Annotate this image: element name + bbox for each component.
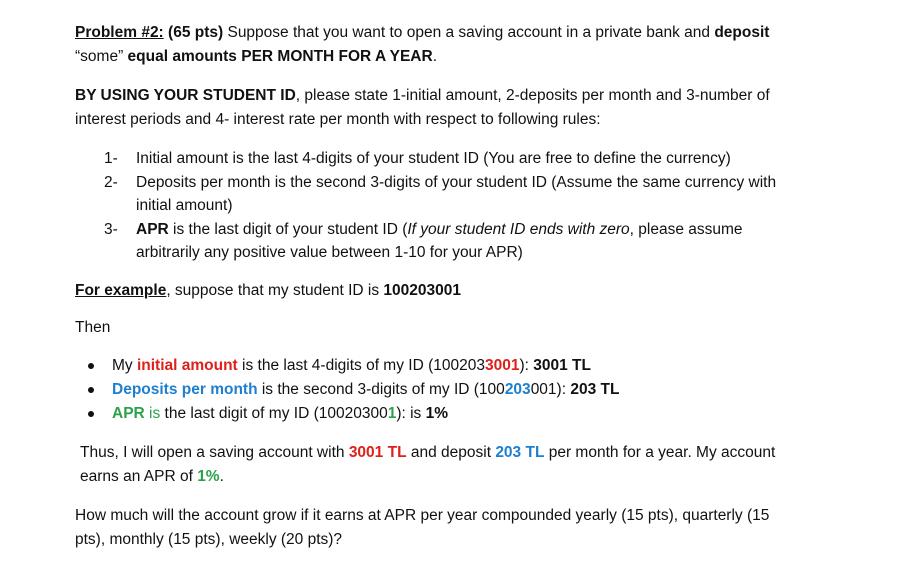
bullet-2 bbox=[112, 379, 619, 401]
question-line1: How much will the account grow if it earns at APR per year compounded yearly (15 pts), quarterly (15 bbox=[75, 507, 770, 524]
bullet-3-b: the last digit of my ID (10020300 bbox=[160, 405, 388, 422]
bullet-1-c: ): bbox=[519, 357, 534, 374]
question-line2: pts), monthly (15 pts), weekly (20 pts)? bbox=[75, 531, 343, 548]
rule-2-text: Deposits per month is the second 3-digits of your student ID (Assume the same currency with bbox=[136, 174, 777, 191]
instructions-bold: BY USING YOUR STUDENT ID bbox=[75, 87, 296, 104]
bullet-1-value: 3001 TL bbox=[533, 357, 591, 374]
bullet-3-is: is bbox=[144, 405, 161, 422]
bullet-1-dot bbox=[88, 363, 94, 369]
rule-1-number: 1- bbox=[104, 150, 118, 167]
example-line bbox=[75, 280, 461, 302]
rule-3-italic: If your student ID ends with zero bbox=[407, 221, 630, 238]
bullet-3-highlight: APR bbox=[112, 405, 145, 422]
bullet-2-digits: 203 bbox=[504, 381, 531, 398]
rule-3-text bbox=[136, 219, 743, 241]
bullet-2-dot bbox=[88, 387, 94, 393]
conclusion-line2 bbox=[80, 466, 224, 488]
bullet-1-digits: 3001 bbox=[484, 357, 520, 374]
problem-intro: Suppose that you want to open a saving account in a private bank and bbox=[223, 24, 715, 41]
bullet-3-value: 1% bbox=[425, 405, 449, 422]
rule-3-number: 3- bbox=[104, 221, 118, 238]
problem-equal-amounts: equal amounts PER MONTH FOR A YEAR bbox=[127, 48, 433, 65]
problem-deposit: deposit bbox=[714, 24, 770, 41]
bullet-2-highlight: Deposits per month bbox=[112, 381, 258, 398]
rule-3-text-cont: arbitrarily any positive value between 1-10 for your APR) bbox=[136, 244, 523, 261]
instructions-rest: , please state 1-initial amount, 2-deposits per month and 3-number of bbox=[295, 87, 770, 104]
problem-some: “some” bbox=[75, 48, 128, 65]
example-id: 100203001 bbox=[383, 282, 462, 299]
problem-label: Problem #2: bbox=[75, 24, 164, 41]
then-label: Then bbox=[75, 319, 111, 336]
bullet-3 bbox=[112, 403, 448, 425]
problem-period: . bbox=[432, 48, 438, 65]
conclusion-deposit: 203 TL bbox=[495, 444, 545, 461]
conclusion-amount: 3001 TL bbox=[348, 444, 407, 461]
conclusion-line1 bbox=[80, 442, 775, 464]
bullet-3-dot bbox=[88, 411, 94, 417]
bullet-1-a: My bbox=[112, 357, 137, 374]
problem-points: (65 pts) bbox=[168, 24, 224, 41]
bullet-1 bbox=[112, 355, 591, 377]
example-text: , suppose that my student ID is bbox=[166, 282, 384, 299]
conclusion-d: earns an APR of bbox=[80, 468, 198, 485]
rule-2-number: 2- bbox=[104, 174, 118, 191]
bullet-2-c: 001): bbox=[530, 381, 571, 398]
problem-heading-line2 bbox=[75, 46, 437, 68]
problem-heading bbox=[75, 22, 769, 44]
instructions-line2: interest periods and 4- interest rate per month with respect to following rules: bbox=[75, 111, 601, 128]
conclusion-apr: 1% bbox=[197, 468, 220, 485]
rule-3-apr: APR bbox=[136, 221, 169, 238]
rule-3-text-a: is the last digit of your student ID ( bbox=[168, 221, 408, 238]
bullet-3-digit: 1 bbox=[387, 405, 397, 422]
bullet-1-b: is the last 4-digits of my ID (100203 bbox=[237, 357, 485, 374]
bullet-2-value: 203 TL bbox=[570, 381, 620, 398]
rule-3-text-b: , please assume bbox=[629, 221, 743, 238]
conclusion-a: Thus, I will open a saving account with bbox=[80, 444, 349, 461]
rule-1-text: Initial amount is the last 4-digits of your student ID (You are free to define the currency) bbox=[136, 150, 731, 167]
instructions-line1 bbox=[75, 85, 770, 107]
bullet-1-highlight: initial amount bbox=[136, 357, 238, 374]
bullet-3-c: ): is bbox=[396, 405, 426, 422]
example-label: For example bbox=[75, 282, 167, 299]
conclusion-b: and deposit bbox=[406, 444, 496, 461]
rule-2-text-cont: initial amount) bbox=[136, 197, 233, 214]
conclusion-c: per month for a year. My account bbox=[544, 444, 776, 461]
conclusion-e: . bbox=[219, 468, 224, 485]
bullet-2-b: is the second 3-digits of my ID (100 bbox=[257, 381, 505, 398]
